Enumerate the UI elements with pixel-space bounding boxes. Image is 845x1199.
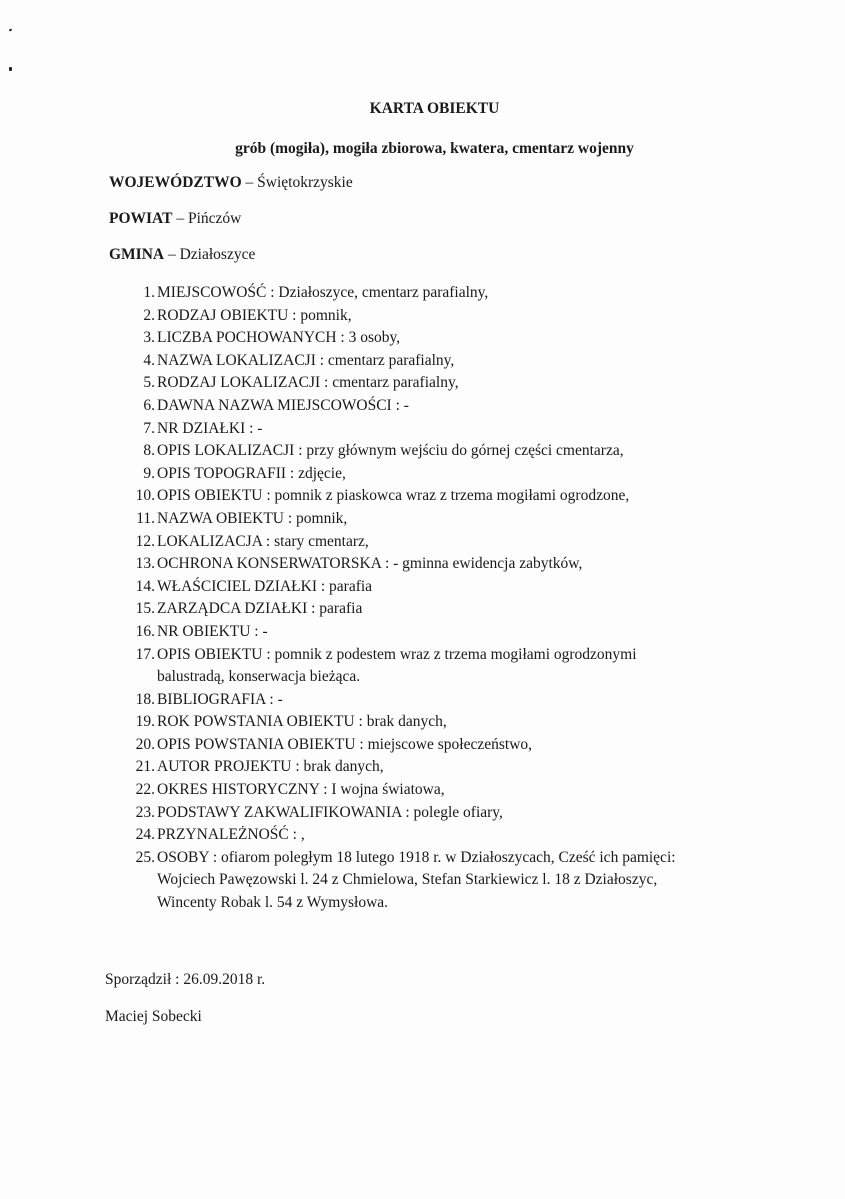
list-item (109, 305, 789, 328)
item-text: BIBLIOGRAFIA : - (157, 690, 283, 708)
item-text: PRZYNALEŻNOŚĆ : , (157, 826, 305, 844)
item-text: ROK POWSTANIA OBIEKTU : brak danych, (157, 713, 447, 731)
prepared-date: Sporządził : 26.09.2018 r. (105, 971, 266, 988)
item-text: Wincenty Robak l. 54 z Wymysłowa. (157, 894, 389, 912)
item-text: WŁAŚCICIEL DZIAŁKI : parafia (157, 577, 373, 595)
commune-label: GMINA (109, 246, 165, 263)
scan-speck (9, 28, 13, 31)
item-text: AUTOR PROJEKTU : brak danych, (157, 758, 384, 776)
item-text: OPIS TOPOGRAFII : zdjęcie, (157, 464, 346, 482)
item-number: 20. (135, 735, 155, 753)
item-text: OPIS OBIEKTU : pomnik z podestem wraz z trzema mogiłami ogrodzonymi (157, 645, 637, 663)
item-number: 22. (135, 781, 155, 799)
list-item (109, 756, 789, 779)
list-item (109, 711, 789, 734)
list-item (109, 282, 789, 305)
item-number: 2. (143, 306, 155, 324)
item-number: 24. (135, 826, 155, 844)
item-number: 8. (143, 442, 155, 460)
item-text: OPIS LOKALIZACJI : przy głównym wejściu do górnej części cmentarza, (157, 442, 624, 460)
item-number: 6. (143, 396, 155, 414)
item-number: 23. (135, 803, 155, 821)
item-number: 5. (143, 374, 155, 392)
item-text: NR DZIAŁKI : - (157, 419, 263, 437)
item-text: RODZAJ LOKALIZACJI : cmentarz parafialny, (157, 374, 459, 392)
list-item (109, 576, 789, 599)
commune-value: – Działoszyce (167, 246, 256, 263)
item-text: Wojciech Pawęzowski l. 24 z Chmielowa, Stefan Starkiewicz l. 18 z Działoszyc, (157, 871, 658, 889)
list-item (109, 440, 789, 463)
list-item (109, 485, 789, 508)
document-subtitle: grób (mogiła), mogiła zbiorowa, kwatera, cmentarz wojenny (235, 140, 634, 157)
list-item (109, 598, 789, 621)
list-item (109, 802, 789, 825)
item-number: 19. (135, 713, 155, 731)
item-number: 21. (135, 758, 155, 776)
item-number: 9. (143, 464, 155, 482)
item-text: DAWNA NAZWA MIEJSCOWOŚCI : - (157, 396, 409, 414)
voivodeship-line (109, 174, 353, 192)
county-value: – Pińczów (176, 210, 242, 227)
item-number: 15. (135, 600, 155, 618)
item-text: NAZWA OBIEKTU : pomnik, (157, 509, 348, 527)
item-number: 14. (135, 577, 155, 595)
item-number: 25. (135, 848, 155, 866)
item-text: OPIS POWSTANIA OBIEKTU : miejscowe społeczeństwo, (157, 735, 533, 753)
item-number: 11. (136, 509, 155, 527)
county-line (109, 210, 241, 228)
item-number: 16. (135, 622, 155, 640)
list-item (109, 350, 789, 373)
item-number: 7. (143, 419, 155, 437)
item-text: OSOBY : ofiarom poległym 18 lutego 1918 r. w Działoszycach, Cześć ich pamięci: (157, 848, 676, 866)
item-text: LOKALIZACJA : stary cmentarz, (157, 532, 369, 550)
item-text: balustradą, konserwacja bieżąca. (157, 668, 361, 686)
list-item (109, 734, 789, 757)
author-name: Maciej Sobecki (105, 1008, 202, 1025)
list-item (109, 621, 789, 644)
item-number: 4. (143, 351, 155, 369)
item-number: 17. (135, 645, 155, 663)
list-item (109, 372, 789, 395)
object-fields-list (109, 282, 789, 915)
list-item (109, 779, 789, 802)
list-item (109, 644, 789, 689)
list-item (109, 395, 789, 418)
item-number: 18. (135, 690, 155, 708)
list-item (109, 553, 789, 576)
item-text: NR OBIEKTU : - (157, 622, 268, 640)
item-text: OKRES HISTORYCZNY : I wojna światowa, (157, 781, 445, 799)
item-text: PODSTAWY ZAKWALIFIKOWANIA : polegle ofiary, (157, 803, 503, 821)
item-number: 10. (135, 487, 155, 505)
item-text: ZARZĄDCA DZIAŁKI : parafia (157, 600, 363, 618)
scan-speck (9, 67, 12, 71)
commune-line (109, 246, 255, 264)
item-number: 3. (143, 329, 155, 347)
item-text: MIEJSCOWOŚĆ : Działoszyce, cmentarz parafialny, (157, 284, 489, 301)
item-text: RODZAJ OBIEKTU : pomnik, (157, 306, 352, 324)
list-item (109, 824, 789, 847)
item-number: 13. (135, 555, 155, 573)
list-item (109, 689, 789, 712)
voivodeship-label: WOJEWÓDZTWO (109, 174, 242, 191)
item-number: 12. (135, 532, 155, 550)
item-number: 1. (143, 284, 155, 301)
voivodeship-value: – Świętokrzyskie (245, 174, 353, 191)
list-item (109, 508, 789, 531)
list-item (109, 327, 789, 350)
list-item (109, 463, 789, 486)
item-text: NAZWA LOKALIZACJI : cmentarz parafialny, (157, 351, 455, 369)
item-text: LICZBA POCHOWANYCH : 3 osoby, (157, 329, 401, 347)
document-title: KARTA OBIEKTU (369, 100, 500, 117)
list-item (109, 531, 789, 554)
list-item (109, 847, 789, 915)
item-text: OCHRONA KONSERWATORSKA : - gminna ewidencja zabytków, (157, 555, 583, 573)
county-label: POWIAT (109, 210, 173, 227)
item-text: OPIS OBIEKTU : pomnik z piaskowca wraz z trzema mogiłami ogrodzone, (157, 487, 630, 505)
list-item (109, 418, 789, 441)
